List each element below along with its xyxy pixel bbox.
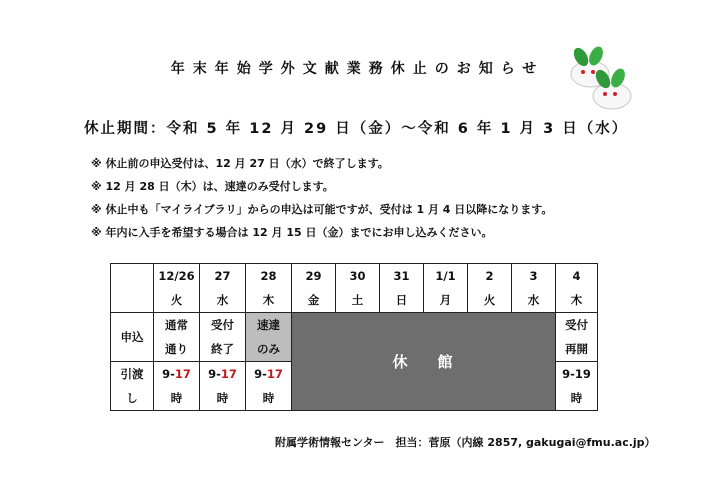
apply-cell: 受付 終了 bbox=[200, 313, 246, 362]
notes-list bbox=[91, 156, 651, 248]
schedule-table bbox=[110, 263, 598, 411]
closure-period: 休止期間：令和 5 年 12 月 29 日（金）～令和 6 年 1 月 3 日（水） bbox=[84, 121, 629, 137]
date-cell: 29 金 bbox=[292, 264, 336, 313]
apply-row bbox=[111, 313, 598, 362]
note-item: ※ 12 月 28 日（木）は、速達のみ受付します。 bbox=[91, 180, 334, 193]
date-cell: 4 木 bbox=[556, 264, 598, 313]
date-cell: 1/1 月 bbox=[424, 264, 468, 313]
apply-cell: 受付 再開 bbox=[556, 313, 598, 362]
contact-footer: 附属学術情報センター 担当：菅原（内線 2857, gakugai@fmu.ac.jp） bbox=[275, 436, 656, 449]
pickup-cell: 9-19 時 bbox=[556, 362, 598, 411]
corner-cell bbox=[111, 264, 154, 313]
note-item: ※ 休止前の申込受付は、12 月 27 日（水）で終了します。 bbox=[91, 157, 389, 170]
date-cell: 12/26 火 bbox=[154, 264, 200, 313]
note-item: ※ 休止中も「マイライブラリ」からの申込は可能ですが、受付は 1 月 4 日以降になります。 bbox=[91, 203, 553, 216]
closed-block: 休 館 bbox=[292, 313, 556, 411]
apply-cell: 通常 通り bbox=[154, 313, 200, 362]
date-cell: 2 火 bbox=[468, 264, 512, 313]
pickup-cell: 9-17 時 bbox=[154, 362, 200, 411]
pickup-cell: 9-17 時 bbox=[200, 362, 246, 411]
date-cell: 31 日 bbox=[380, 264, 424, 313]
date-cell: 28 木 bbox=[246, 264, 292, 313]
date-cell: 30 土 bbox=[336, 264, 380, 313]
date-row bbox=[111, 264, 598, 313]
snow-rabbit-icon bbox=[566, 40, 638, 112]
row-label-pickup: 引渡 し bbox=[111, 362, 154, 411]
date-cell: 3 水 bbox=[512, 264, 556, 313]
pickup-cell: 9-17 時 bbox=[246, 362, 292, 411]
notice-title: 年末年始学外文献業務休止のお知らせ bbox=[170, 61, 545, 77]
date-cell: 27 水 bbox=[200, 264, 246, 313]
row-label-apply: 申込 bbox=[111, 313, 154, 362]
note-item: ※ 年内に入手を希望する場合は 12 月 15 日（金）までにお申し込みください。 bbox=[91, 226, 493, 239]
apply-cell-express: 速達 のみ bbox=[246, 313, 292, 362]
